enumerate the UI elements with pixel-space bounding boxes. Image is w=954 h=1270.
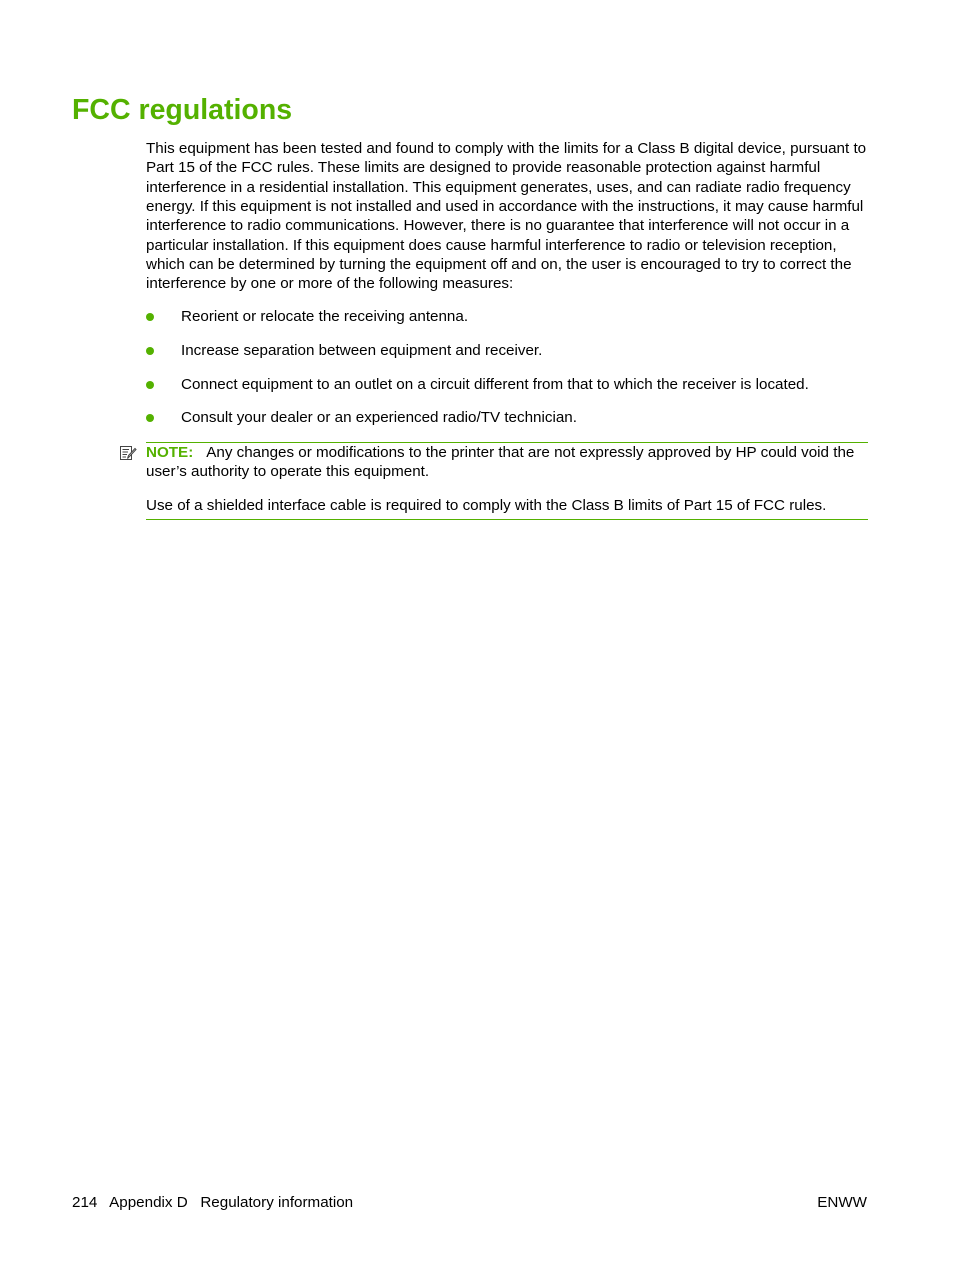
note-text: Any changes or modifications to the printer that are not expressly approved by HP could void the user’s authority to operate this equipment. — [146, 444, 855, 481]
list-item-text: Reorient or relocate the receiving antenna. — [181, 308, 469, 325]
list-item-text: Consult your dealer or an experienced radio/TV technician. — [181, 409, 577, 427]
note-icon — [119, 444, 137, 462]
footer-locale-code: ENWW — [817, 1194, 867, 1211]
list-item-text: Increase separation between equipment and receiver. — [181, 341, 543, 359]
list-item — [146, 307, 868, 327]
list-item — [146, 375, 868, 395]
bullet-icon — [146, 381, 154, 389]
note-paragraph — [146, 443, 868, 482]
footer-page-info: 214 Appendix D Regulatory information — [72, 1194, 354, 1211]
intro-paragraph: This equipment has been tested and found to comply with the limits for a Class B digital device, pursuant to Part 15 of the FCC rules. These limits are designed to provide reasonable protection against harmful interference in a residential installation. This equipment generates, uses, and can radiate radio frequency energy. If this equipment is not installed and used in accordance with the instructions, it may cause harmful interference to radio communications. However, there is no guarantee that interference will not occur in a particular installation. If this equipment does cause harmful interference to radio or television reception, which can be determined by turning the equipment off and on, the user is encouraged to try to correct the interference by one or more of the following measures: — [146, 140, 867, 293]
note-label: NOTE: — [146, 444, 194, 461]
bullet-icon — [146, 414, 154, 422]
list-item — [146, 408, 868, 428]
list-item — [146, 341, 868, 361]
list-item-text: Connect equipment to an outlet on a circuit different from that to which the receiver is located. — [181, 375, 809, 393]
note-paragraph-cable: Use of a shielded interface cable is required to comply with the Class B limits of Part 15 of FCC rules. — [146, 496, 827, 514]
bullet-icon — [146, 313, 154, 321]
note-block — [146, 442, 868, 520]
bullet-icon — [146, 347, 154, 355]
page-title: FCC regulations — [72, 94, 293, 126]
measures-list — [146, 307, 868, 442]
